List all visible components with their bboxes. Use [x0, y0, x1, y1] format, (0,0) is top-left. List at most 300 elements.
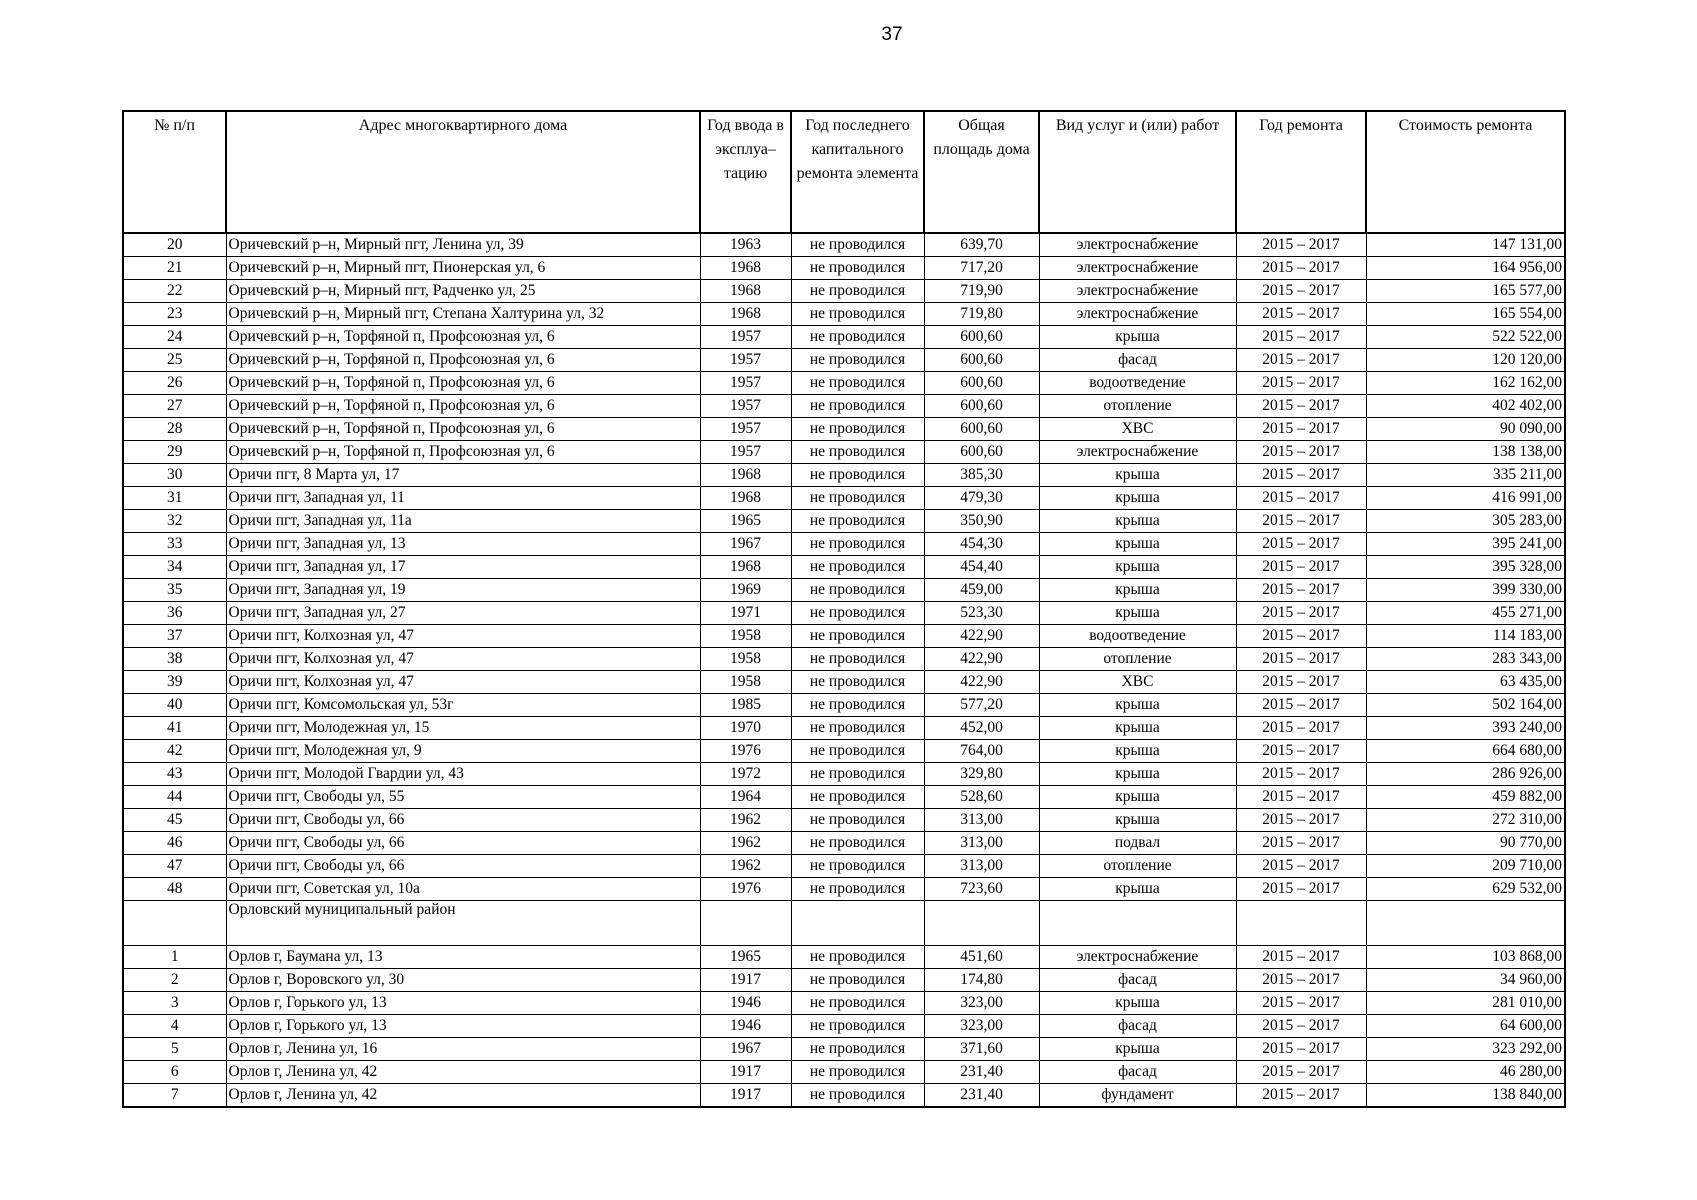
row-cost: 90 090,00	[1366, 418, 1565, 441]
row-address: Оричевский р–н, Торфяной п, Профсоюзная ул, 6	[226, 349, 700, 372]
row-address: Оричи пгт, Молодой Гвардии ул, 43	[226, 763, 700, 786]
row-service: фасад	[1039, 969, 1236, 992]
row-cost: 402 402,00	[1366, 395, 1565, 418]
row-cost: 165 554,00	[1366, 303, 1565, 326]
row-repair-year: 2015 – 2017	[1236, 280, 1366, 303]
table-row	[123, 326, 1565, 349]
row-year-built: 1976	[700, 878, 791, 901]
row-address: Оричи пгт, Западная ул, 27	[226, 602, 700, 625]
row-service: крыша	[1039, 326, 1236, 349]
row-repair-year: 2015 – 2017	[1236, 395, 1366, 418]
row-address: Оричевский р–н, Мирный пгт, Ленина ул, 39	[226, 233, 700, 257]
row-service: электроснабжение	[1039, 441, 1236, 464]
row-last-repair: не проводился	[791, 992, 924, 1015]
table-row	[123, 441, 1565, 464]
row-repair-year: 2015 – 2017	[1236, 763, 1366, 786]
row-service: подвал	[1039, 832, 1236, 855]
row-service: крыша	[1039, 717, 1236, 740]
row-year-built: 1946	[700, 1015, 791, 1038]
row-last-repair: не проводился	[791, 855, 924, 878]
row-cost: 416 991,00	[1366, 487, 1565, 510]
row-repair-year: 2015 – 2017	[1236, 832, 1366, 855]
row-cost: 395 328,00	[1366, 556, 1565, 579]
table-row	[123, 1084, 1565, 1108]
row-year-built: 1957	[700, 349, 791, 372]
row-last-repair: не проводился	[791, 1015, 924, 1038]
row-number: 6	[123, 1061, 226, 1084]
row-repair-year: 2015 – 2017	[1236, 602, 1366, 625]
section-title: Орловский муниципальный район	[226, 901, 700, 946]
row-area: 422,90	[924, 671, 1039, 694]
row-number: 36	[123, 602, 226, 625]
row-year-built: 1965	[700, 946, 791, 969]
row-address: Оричи пгт, Свободы ул, 66	[226, 832, 700, 855]
row-address: Оричи пгт, Западная ул, 17	[226, 556, 700, 579]
row-year-built: 1962	[700, 809, 791, 832]
row-cost: 281 010,00	[1366, 992, 1565, 1015]
row-cost: 162 162,00	[1366, 372, 1565, 395]
table-row	[123, 671, 1565, 694]
row-year-built: 1968	[700, 303, 791, 326]
row-number: 40	[123, 694, 226, 717]
row-area: 719,90	[924, 280, 1039, 303]
row-last-repair: не проводился	[791, 303, 924, 326]
table-row	[123, 510, 1565, 533]
row-address: Оричи пгт, Западная ул, 19	[226, 579, 700, 602]
row-year-built: 1968	[700, 556, 791, 579]
row-cost: 34 960,00	[1366, 969, 1565, 992]
row-repair-year: 2015 – 2017	[1236, 303, 1366, 326]
row-number: 39	[123, 671, 226, 694]
row-year-built: 1963	[700, 233, 791, 257]
row-address: Оричи пгт, 8 Марта ул, 17	[226, 464, 700, 487]
row-address: Орлов г, Баумана ул, 13	[226, 946, 700, 969]
row-last-repair: не проводился	[791, 464, 924, 487]
row-service: крыша	[1039, 602, 1236, 625]
row-address: Орлов г, Ленина ул, 16	[226, 1038, 700, 1061]
row-address: Оричи пгт, Колхозная ул, 47	[226, 671, 700, 694]
row-last-repair: не проводился	[791, 372, 924, 395]
row-area: 600,60	[924, 326, 1039, 349]
table-row	[123, 648, 1565, 671]
row-last-repair: не проводился	[791, 763, 924, 786]
row-repair-year: 2015 – 2017	[1236, 671, 1366, 694]
row-service: крыша	[1039, 556, 1236, 579]
row-address: Оричевский р–н, Мирный пгт, Радченко ул, 25	[226, 280, 700, 303]
row-address: Оричи пгт, Колхозная ул, 47	[226, 625, 700, 648]
table-row	[123, 694, 1565, 717]
row-service: ХВС	[1039, 418, 1236, 441]
row-year-built: 1957	[700, 372, 791, 395]
row-service: крыша	[1039, 786, 1236, 809]
row-year-built: 1976	[700, 740, 791, 763]
row-address: Орлов г, Ленина ул, 42	[226, 1084, 700, 1108]
row-year-built: 1968	[700, 464, 791, 487]
row-last-repair: не проводился	[791, 602, 924, 625]
row-number: 29	[123, 441, 226, 464]
row-repair-year: 2015 – 2017	[1236, 326, 1366, 349]
row-service: водоотведение	[1039, 372, 1236, 395]
row-year-built: 1958	[700, 671, 791, 694]
table-row	[123, 233, 1565, 257]
row-last-repair: не проводился	[791, 418, 924, 441]
row-area: 454,40	[924, 556, 1039, 579]
row-area: 600,60	[924, 441, 1039, 464]
row-service: отопление	[1039, 648, 1236, 671]
row-area: 313,00	[924, 809, 1039, 832]
row-address: Орлов г, Ленина ул, 42	[226, 1061, 700, 1084]
row-service: крыша	[1039, 510, 1236, 533]
row-year-built: 1968	[700, 280, 791, 303]
row-area: 313,00	[924, 832, 1039, 855]
row-last-repair: не проводился	[791, 510, 924, 533]
row-year-built: 1957	[700, 395, 791, 418]
row-area: 231,40	[924, 1061, 1039, 1084]
row-area: 600,60	[924, 395, 1039, 418]
row-last-repair: не проводился	[791, 832, 924, 855]
table-row	[123, 303, 1565, 326]
row-address: Орлов г, Горького ул, 13	[226, 1015, 700, 1038]
row-repair-year: 2015 – 2017	[1236, 694, 1366, 717]
row-last-repair: не проводился	[791, 326, 924, 349]
row-cost: 393 240,00	[1366, 717, 1565, 740]
row-last-repair: не проводился	[791, 579, 924, 602]
row-service: крыша	[1039, 487, 1236, 510]
row-number: 22	[123, 280, 226, 303]
table-row	[123, 878, 1565, 901]
row-repair-year: 2015 – 2017	[1236, 740, 1366, 763]
row-repair-year: 2015 – 2017	[1236, 1084, 1366, 1108]
header-year-built: Год ввода в эксплуа– тацию	[700, 111, 791, 233]
row-number: 26	[123, 372, 226, 395]
row-last-repair: не проводился	[791, 556, 924, 579]
row-cost: 664 680,00	[1366, 740, 1565, 763]
section-cell-num	[123, 901, 226, 946]
row-repair-year: 2015 – 2017	[1236, 648, 1366, 671]
row-number: 37	[123, 625, 226, 648]
row-year-built: 1957	[700, 418, 791, 441]
repair-table	[122, 110, 1566, 1108]
row-service: крыша	[1039, 464, 1236, 487]
row-year-built: 1917	[700, 1084, 791, 1108]
row-last-repair: не проводился	[791, 233, 924, 257]
row-area: 600,60	[924, 418, 1039, 441]
table-row	[123, 533, 1565, 556]
repair-table-container	[122, 110, 1566, 1108]
row-area: 422,90	[924, 648, 1039, 671]
table-row	[123, 418, 1565, 441]
row-service: электроснабжение	[1039, 280, 1236, 303]
row-year-built: 1958	[700, 648, 791, 671]
row-number: 30	[123, 464, 226, 487]
row-area: 717,20	[924, 257, 1039, 280]
row-year-built: 1967	[700, 1038, 791, 1061]
row-number: 1	[123, 946, 226, 969]
row-number: 24	[123, 326, 226, 349]
row-area: 451,60	[924, 946, 1039, 969]
row-year-built: 1917	[700, 1061, 791, 1084]
row-repair-year: 2015 – 2017	[1236, 510, 1366, 533]
row-service: фундамент	[1039, 1084, 1236, 1108]
row-address: Оричевский р–н, Торфяной п, Профсоюзная ул, 6	[226, 372, 700, 395]
row-last-repair: не проводился	[791, 257, 924, 280]
row-number: 46	[123, 832, 226, 855]
row-number: 45	[123, 809, 226, 832]
table-row	[123, 579, 1565, 602]
row-cost: 138 138,00	[1366, 441, 1565, 464]
row-number: 31	[123, 487, 226, 510]
row-year-built: 1957	[700, 441, 791, 464]
row-area: 313,00	[924, 855, 1039, 878]
row-service: крыша	[1039, 1038, 1236, 1061]
row-cost: 286 926,00	[1366, 763, 1565, 786]
row-area: 454,30	[924, 533, 1039, 556]
row-address: Оричи пгт, Молодежная ул, 15	[226, 717, 700, 740]
row-cost: 147 131,00	[1366, 233, 1565, 257]
row-cost: 335 211,00	[1366, 464, 1565, 487]
row-repair-year: 2015 – 2017	[1236, 946, 1366, 969]
table-row	[123, 280, 1565, 303]
row-repair-year: 2015 – 2017	[1236, 809, 1366, 832]
table-row	[123, 372, 1565, 395]
row-number: 2	[123, 969, 226, 992]
row-cost: 46 280,00	[1366, 1061, 1565, 1084]
row-cost: 272 310,00	[1366, 809, 1565, 832]
row-address: Оричи пгт, Западная ул, 11	[226, 487, 700, 510]
row-area: 422,90	[924, 625, 1039, 648]
row-cost: 138 840,00	[1366, 1084, 1565, 1108]
row-service: крыша	[1039, 694, 1236, 717]
section-cell-empty	[700, 901, 791, 946]
header-area: Общая площадь дома	[924, 111, 1039, 233]
row-number: 41	[123, 717, 226, 740]
row-number: 33	[123, 533, 226, 556]
row-address: Оричи пгт, Западная ул, 13	[226, 533, 700, 556]
table-row	[123, 992, 1565, 1015]
row-repair-year: 2015 – 2017	[1236, 372, 1366, 395]
row-service: фасад	[1039, 349, 1236, 372]
row-year-built: 1971	[700, 602, 791, 625]
row-number: 38	[123, 648, 226, 671]
row-repair-year: 2015 – 2017	[1236, 487, 1366, 510]
row-number: 44	[123, 786, 226, 809]
row-address: Орлов г, Воровского ул, 30	[226, 969, 700, 992]
row-number: 47	[123, 855, 226, 878]
row-service: крыша	[1039, 809, 1236, 832]
header-num: № п/п	[123, 111, 226, 233]
row-repair-year: 2015 – 2017	[1236, 556, 1366, 579]
table-row	[123, 1038, 1565, 1061]
table-row	[123, 602, 1565, 625]
row-last-repair: не проводился	[791, 878, 924, 901]
table-body-orichevsky	[123, 233, 1565, 901]
row-cost: 209 710,00	[1366, 855, 1565, 878]
table-row	[123, 969, 1565, 992]
row-repair-year: 2015 – 2017	[1236, 1061, 1366, 1084]
row-area: 231,40	[924, 1084, 1039, 1108]
row-last-repair: не проводился	[791, 487, 924, 510]
row-number: 4	[123, 1015, 226, 1038]
row-service: отопление	[1039, 395, 1236, 418]
row-address: Оричи пгт, Свободы ул, 66	[226, 809, 700, 832]
row-number: 3	[123, 992, 226, 1015]
row-cost: 165 577,00	[1366, 280, 1565, 303]
row-repair-year: 2015 – 2017	[1236, 464, 1366, 487]
row-service: крыша	[1039, 878, 1236, 901]
row-last-repair: не проводился	[791, 786, 924, 809]
header-last-repair: Год последнего капитального ремонта элемента	[791, 111, 924, 233]
row-repair-year: 2015 – 2017	[1236, 349, 1366, 372]
row-address: Оричи пгт, Советская ул, 10а	[226, 878, 700, 901]
section-orlovsky	[123, 901, 1565, 946]
row-service: ХВС	[1039, 671, 1236, 694]
row-service: фасад	[1039, 1061, 1236, 1084]
row-address: Оричевский р–н, Торфяной п, Профсоюзная ул, 6	[226, 418, 700, 441]
row-last-repair: не проводился	[791, 1084, 924, 1108]
row-service: крыша	[1039, 533, 1236, 556]
table-row	[123, 717, 1565, 740]
row-repair-year: 2015 – 2017	[1236, 579, 1366, 602]
row-year-built: 1965	[700, 510, 791, 533]
row-address: Оричи пгт, Западная ул, 11а	[226, 510, 700, 533]
row-service: электроснабжение	[1039, 257, 1236, 280]
row-service: водоотведение	[1039, 625, 1236, 648]
row-last-repair: не проводился	[791, 280, 924, 303]
row-cost: 103 868,00	[1366, 946, 1565, 969]
row-area: 350,90	[924, 510, 1039, 533]
row-address: Оричевский р–н, Мирный пгт, Степана Халтурина ул, 32	[226, 303, 700, 326]
row-year-built: 1967	[700, 533, 791, 556]
row-year-built: 1958	[700, 625, 791, 648]
table-row	[123, 395, 1565, 418]
row-service: фасад	[1039, 1015, 1236, 1038]
row-number: 23	[123, 303, 226, 326]
row-service: крыша	[1039, 992, 1236, 1015]
section-cell-empty	[791, 901, 924, 946]
row-year-built: 1946	[700, 992, 791, 1015]
row-last-repair: не проводился	[791, 349, 924, 372]
row-repair-year: 2015 – 2017	[1236, 257, 1366, 280]
row-cost: 90 770,00	[1366, 832, 1565, 855]
row-number: 32	[123, 510, 226, 533]
row-service: отопление	[1039, 855, 1236, 878]
table-row	[123, 855, 1565, 878]
table-row	[123, 786, 1565, 809]
row-year-built: 1962	[700, 832, 791, 855]
row-area: 723,60	[924, 878, 1039, 901]
row-cost: 323 292,00	[1366, 1038, 1565, 1061]
row-area: 323,00	[924, 992, 1039, 1015]
row-service: электроснабжение	[1039, 303, 1236, 326]
row-cost: 305 283,00	[1366, 510, 1565, 533]
row-address: Оричевский р–н, Торфяной п, Профсоюзная ул, 6	[226, 326, 700, 349]
row-last-repair: не проводился	[791, 625, 924, 648]
header-cost: Стоимость ремонта	[1366, 111, 1565, 233]
row-area: 323,00	[924, 1015, 1039, 1038]
table-row	[123, 487, 1565, 510]
table-row	[123, 464, 1565, 487]
row-cost: 522 522,00	[1366, 326, 1565, 349]
row-last-repair: не проводился	[791, 533, 924, 556]
row-service: электроснабжение	[1039, 233, 1236, 257]
row-repair-year: 2015 – 2017	[1236, 969, 1366, 992]
row-number: 34	[123, 556, 226, 579]
table-row	[123, 740, 1565, 763]
row-cost: 629 532,00	[1366, 878, 1565, 901]
row-cost: 283 343,00	[1366, 648, 1565, 671]
row-cost: 459 882,00	[1366, 786, 1565, 809]
table-row	[123, 556, 1565, 579]
row-number: 42	[123, 740, 226, 763]
row-address: Оричи пгт, Свободы ул, 66	[226, 855, 700, 878]
row-last-repair: не проводился	[791, 694, 924, 717]
row-cost: 114 183,00	[1366, 625, 1565, 648]
section-cell-empty	[1039, 901, 1236, 946]
row-area: 479,30	[924, 487, 1039, 510]
row-number: 48	[123, 878, 226, 901]
row-cost: 120 120,00	[1366, 349, 1565, 372]
row-address: Оричи пгт, Комсомольская ул, 53г	[226, 694, 700, 717]
row-area: 329,80	[924, 763, 1039, 786]
page-number: 37	[881, 24, 903, 45]
row-cost: 502 164,00	[1366, 694, 1565, 717]
row-area: 385,30	[924, 464, 1039, 487]
row-cost: 64 600,00	[1366, 1015, 1565, 1038]
row-area: 459,00	[924, 579, 1039, 602]
row-repair-year: 2015 – 2017	[1236, 533, 1366, 556]
section-cell-empty	[1366, 901, 1565, 946]
table-row	[123, 809, 1565, 832]
row-area: 719,80	[924, 303, 1039, 326]
row-last-repair: не проводился	[791, 395, 924, 418]
table-header	[123, 111, 1565, 233]
table-row	[123, 1015, 1565, 1038]
row-cost: 399 330,00	[1366, 579, 1565, 602]
row-service: крыша	[1039, 740, 1236, 763]
row-last-repair: не проводился	[791, 1061, 924, 1084]
row-year-built: 1972	[700, 763, 791, 786]
table-body-orlovsky	[123, 946, 1565, 1108]
table-row	[123, 625, 1565, 648]
row-service: электроснабжение	[1039, 946, 1236, 969]
row-year-built: 1970	[700, 717, 791, 740]
row-repair-year: 2015 – 2017	[1236, 1015, 1366, 1038]
row-repair-year: 2015 – 2017	[1236, 418, 1366, 441]
row-number: 25	[123, 349, 226, 372]
header-service: Вид услуг и (или) работ	[1039, 111, 1236, 233]
row-year-built: 1957	[700, 326, 791, 349]
row-address: Оричевский р–н, Торфяной п, Профсоюзная ул, 6	[226, 395, 700, 418]
row-area: 174,80	[924, 969, 1039, 992]
table-row	[123, 763, 1565, 786]
row-area: 452,00	[924, 717, 1039, 740]
row-repair-year: 2015 – 2017	[1236, 878, 1366, 901]
row-cost: 63 435,00	[1366, 671, 1565, 694]
row-last-repair: не проводился	[791, 946, 924, 969]
row-repair-year: 2015 – 2017	[1236, 233, 1366, 257]
row-service: крыша	[1039, 763, 1236, 786]
section-cell-empty	[1236, 901, 1366, 946]
row-number: 35	[123, 579, 226, 602]
table-row	[123, 946, 1565, 969]
row-area: 600,60	[924, 372, 1039, 395]
row-cost: 164 956,00	[1366, 257, 1565, 280]
row-area: 371,60	[924, 1038, 1039, 1061]
row-year-built: 1968	[700, 257, 791, 280]
row-number: 27	[123, 395, 226, 418]
row-area: 600,60	[924, 349, 1039, 372]
row-number: 5	[123, 1038, 226, 1061]
